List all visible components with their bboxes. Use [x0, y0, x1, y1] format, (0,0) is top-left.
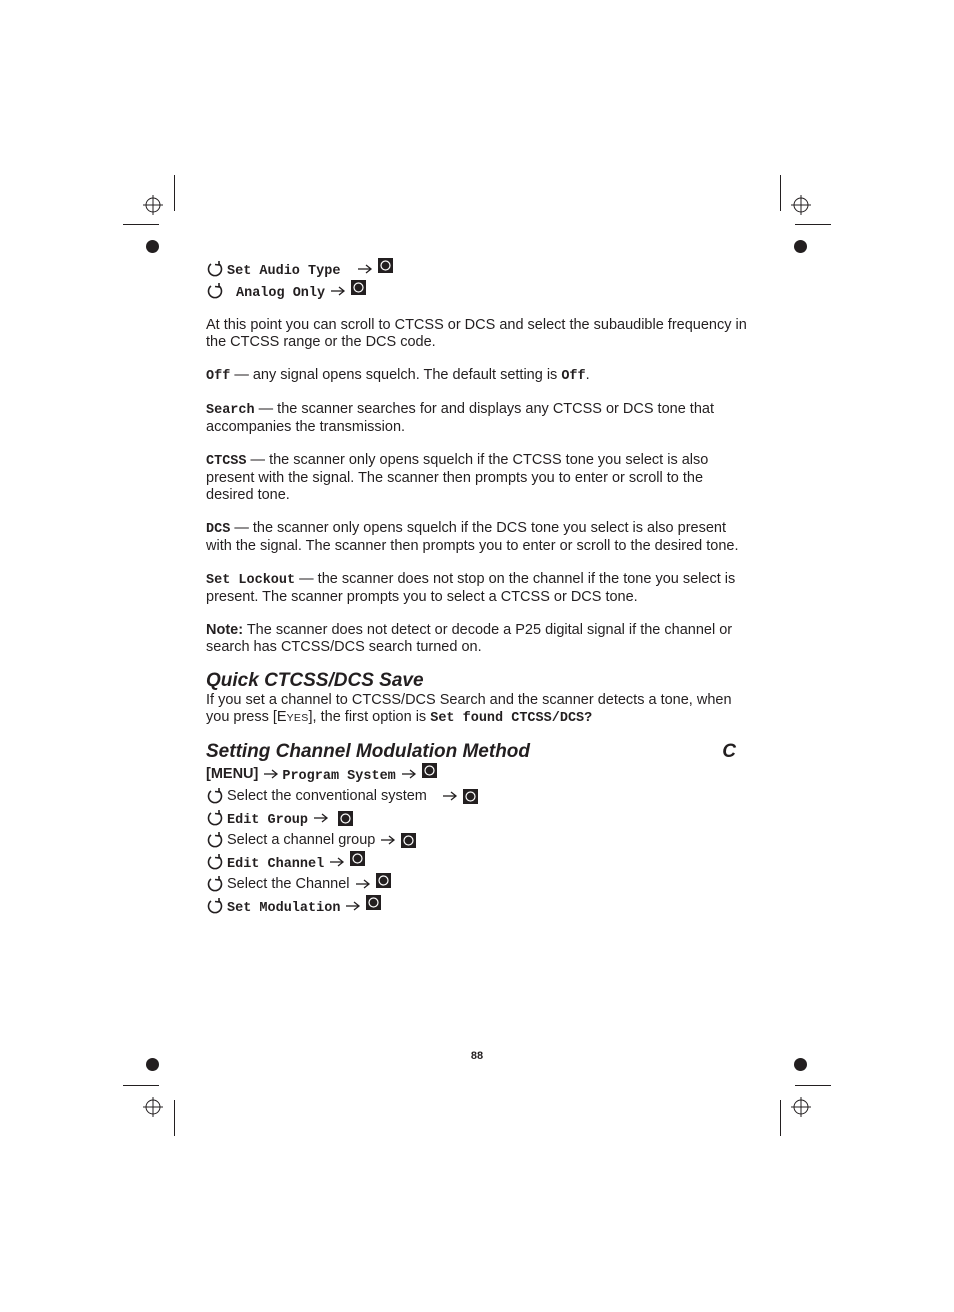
quick-save-paragraph — [206, 692, 751, 727]
yes-key-label: YES — [286, 712, 309, 724]
step-text: Select the conventional system — [227, 787, 427, 804]
option-text-end: . — [585, 367, 590, 383]
step-row — [206, 258, 751, 280]
registration-target-icon — [791, 1097, 811, 1117]
registration-target-icon — [791, 195, 811, 215]
intro-paragraph: At this point you can scroll to CTCSS or DCS and select the subaudible frequency in the CTCSS range or the DCS code. — [206, 317, 747, 350]
step-text: Select the Channel — [227, 875, 350, 892]
arrow-right-icon — [442, 790, 458, 802]
note-label: Note: — [206, 622, 244, 638]
note-text: The scanner does not detect or decode a P25 digital signal if the channel or search has CTCSS/DCS search turned on. — [206, 622, 733, 655]
note-paragraph — [206, 622, 751, 656]
registration-target-icon — [143, 195, 163, 215]
section-heading-modulation: Setting Channel Modulation Method — [206, 741, 531, 762]
page-number: 88 — [470, 1050, 484, 1062]
option-text: — the scanner does not stop on the channel if the tone you select is present. The scanner prompts you to select a CTCSS or DCS tone. — [206, 571, 736, 605]
arrow-right-icon — [263, 768, 279, 780]
option-search — [206, 401, 751, 436]
step-row — [206, 280, 751, 302]
option-term: Set Lockout — [206, 573, 296, 588]
select-knob-icon — [350, 851, 365, 866]
scroll-dial-icon — [206, 787, 224, 805]
select-knob-icon — [422, 763, 437, 778]
registration-dot — [146, 240, 159, 253]
arrow-right-icon — [345, 900, 361, 912]
select-knob-icon — [338, 811, 353, 826]
audio-steps — [206, 258, 751, 302]
option-term: CTCSS — [206, 454, 247, 469]
scroll-dial-icon — [206, 260, 224, 278]
option-text: — the scanner searches for and displays any CTCSS or DCS tone that accompanies the transmission. — [206, 401, 714, 435]
option-term: DCS — [206, 522, 231, 537]
section-heading-quick-save: Quick CTCSS/DCS Save — [206, 670, 424, 691]
scroll-dial-icon — [206, 831, 224, 849]
quick-save-text: If you set a channel to CTCSS/DCS Search and the scanner detects a tone, when you press [E — [206, 692, 732, 725]
step-text: Analog Only — [236, 285, 326, 301]
select-knob-icon — [376, 873, 391, 888]
arrow-right-icon — [330, 285, 346, 297]
option-term-inline: Off — [561, 369, 586, 384]
arrow-right-icon — [329, 856, 345, 868]
step-row — [206, 785, 751, 807]
scroll-dial-icon — [206, 875, 224, 893]
registration-dot — [794, 240, 807, 253]
step-row — [206, 807, 751, 829]
option-set-lockout — [206, 571, 751, 606]
scroll-dial-icon — [206, 853, 224, 871]
registration-target-icon — [143, 1097, 163, 1117]
select-knob-icon — [351, 280, 366, 295]
option-dcs — [206, 520, 751, 555]
scroll-dial-icon — [206, 897, 224, 915]
display-text: Set found CTCSS/DCS? — [430, 711, 593, 726]
step-row — [206, 829, 751, 851]
select-knob-icon — [401, 833, 416, 848]
select-knob-icon — [463, 789, 478, 804]
modulation-steps — [206, 763, 751, 917]
arrow-right-icon — [355, 878, 371, 890]
arrow-right-icon — [401, 768, 417, 780]
menu-target: Program System — [282, 768, 396, 784]
option-term: Search — [206, 403, 255, 418]
scroll-dial-icon — [206, 282, 224, 300]
option-text: — the scanner only opens squelch if the DCS tone you select is also present with the signal. The scanner then prompts you to enter or scroll to the desired tone. — [206, 520, 739, 554]
arrow-right-icon — [357, 263, 373, 275]
step-row — [206, 873, 751, 895]
option-term: Off — [206, 369, 231, 384]
corner-mark: C — [722, 741, 736, 762]
step-text: Select a channel group — [227, 831, 376, 848]
step-text: Edit Channel — [227, 856, 325, 872]
menu-key: [MENU] — [206, 765, 259, 782]
arrow-right-icon — [313, 812, 329, 824]
page-content — [206, 258, 751, 917]
arrow-right-icon — [380, 834, 396, 846]
step-row — [206, 895, 751, 917]
step-text: Edit Group — [227, 812, 309, 828]
option-text: — the scanner only opens squelch if the CTCSS tone you select is also present with the signal. The scanner then prompts you to enter or scroll to the desired tone. — [206, 452, 709, 503]
option-text: — any signal opens squelch. The default setting is — [230, 367, 562, 383]
menu-row — [206, 763, 751, 785]
select-knob-icon — [378, 258, 393, 273]
select-knob-icon — [366, 895, 381, 910]
step-row — [206, 851, 751, 873]
scroll-dial-icon — [206, 809, 224, 827]
option-off — [206, 367, 751, 385]
step-text: Set Modulation — [227, 900, 341, 916]
step-text: Set Audio Type — [227, 263, 341, 279]
section-heading-row — [206, 741, 736, 763]
option-ctcss — [206, 452, 751, 504]
quick-save-text-cont: ], the first option is — [308, 709, 431, 725]
